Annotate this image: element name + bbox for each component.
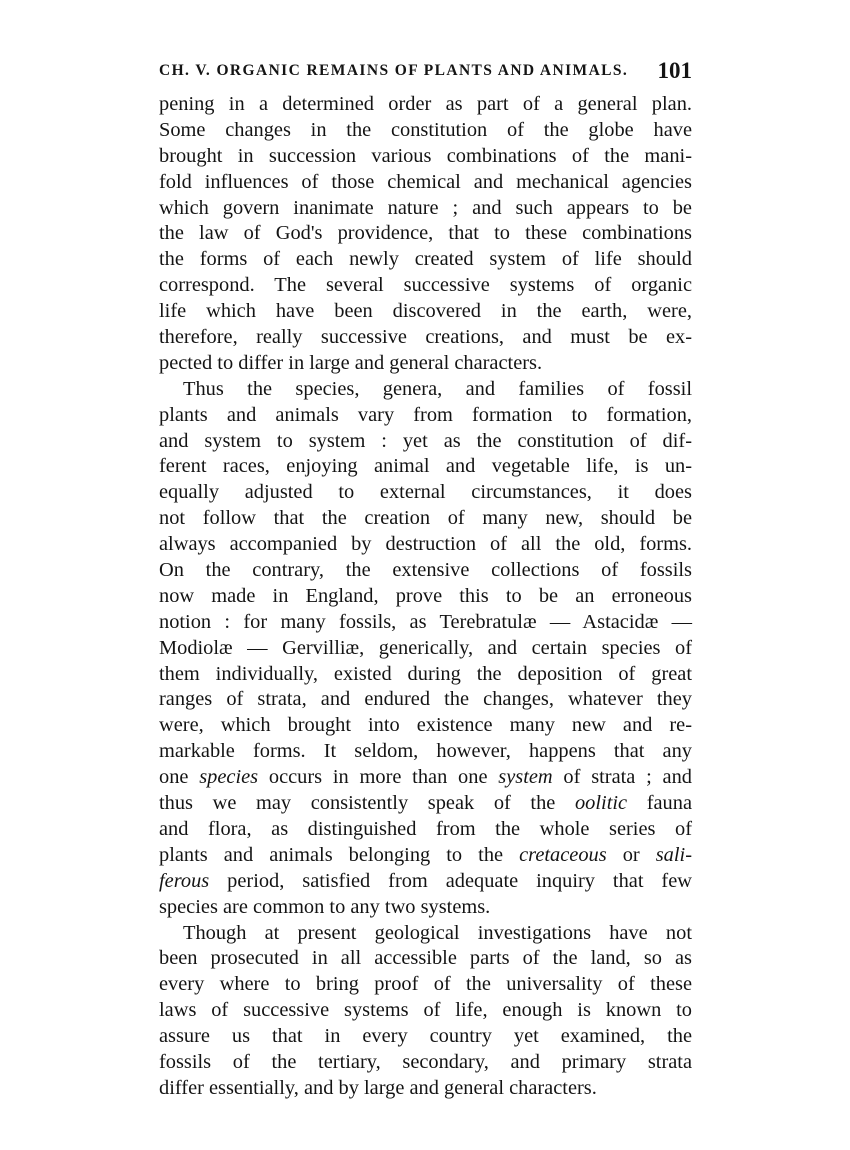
text-line: them individually, existed during the deposition of great [159,662,692,685]
text-line: and flora, as distinguished from the whole series of [159,817,692,840]
text-line: laws of successive systems of life, enough is known to [159,999,692,1022]
text-line: species are common to any two systems. [159,895,491,918]
text-line: Modiolæ — Gervilliæ, generically, and certain species of [159,636,692,659]
text-line: which govern inanimate nature ; and such appears to be [159,196,692,219]
text-line: ferent races, enjoying animal and vegetable life, is un- [159,455,692,478]
text-line: fold influences of those chemical and mechanical agencies [159,170,692,193]
page-number: 101 [657,58,692,83]
text-line: differ essentially, and by large and general characters. [159,1076,597,1099]
text-line: Though at present geological investigations have not [183,921,692,944]
text-line: brought in succession various combinations of the mani- [159,144,692,167]
text-line: now made in England, prove this to be an erroneous [159,584,692,607]
text-line: therefore, really successive creations, and must be ex- [159,326,692,349]
text-line: not follow that the creation of many new, should be [159,507,692,530]
text-line: plants and animals belonging to the cretaceous or sali- [159,843,692,866]
text-line: Some changes in the constitution of the globe have [159,118,692,141]
text-line: every where to bring proof of the universality of these [159,973,692,996]
text-line: ferous period, satisfied from adequate inquiry that few [159,869,692,892]
text-line: the law of God's providence, that to these combinations [159,222,692,245]
paragraph [159,921,692,1102]
text-line: life which have been discovered in the earth, were, [159,300,692,323]
paragraph [159,92,692,377]
text-line: and system to system : yet as the constitution of dif- [159,429,692,452]
paragraph [159,377,692,921]
text-line: been prosecuted in all accessible parts of the land, so as [159,947,692,970]
text-line: pening in a determined order as part of a general plan. [159,93,692,115]
text-line: one species occurs in more than one system of strata ; and [159,766,692,789]
running-head [159,58,692,88]
text-line: correspond. The several successive systems of organic [159,274,692,297]
text-line: the forms of each newly created system of life should [159,248,692,271]
text-line: notion : for many fossils, as Terebratulæ — Astacidæ — [159,610,692,633]
text-line: Thus the species, genera, and families of fossil [183,377,692,400]
chapter-title: CH. V. ORGANIC REMAINS OF PLANTS AND ANIMALS. [159,62,629,79]
text-line: assure us that in every country yet examined, the [159,1025,692,1048]
text-line: On the contrary, the extensive collections of fossils [159,559,692,582]
text-line: pected to differ in large and general characters. [159,351,543,374]
text-line: equally adjusted to external circumstances, it does [159,481,692,504]
text-line: fossils of the tertiary, secondary, and primary strata [159,1050,692,1073]
text-line: ranges of strata, and endured the changes, whatever they [159,688,692,711]
text-line: plants and animals vary from formation to formation, [159,403,692,426]
text-line: were, which brought into existence many new and re- [159,714,692,737]
text-line: thus we may consistently speak of the oolitic fauna [159,792,692,815]
body-text [159,92,692,1102]
text-line: markable forms. It seldom, however, happens that any [159,740,692,763]
text-line: always accompanied by destruction of all the old, forms. [159,533,692,556]
